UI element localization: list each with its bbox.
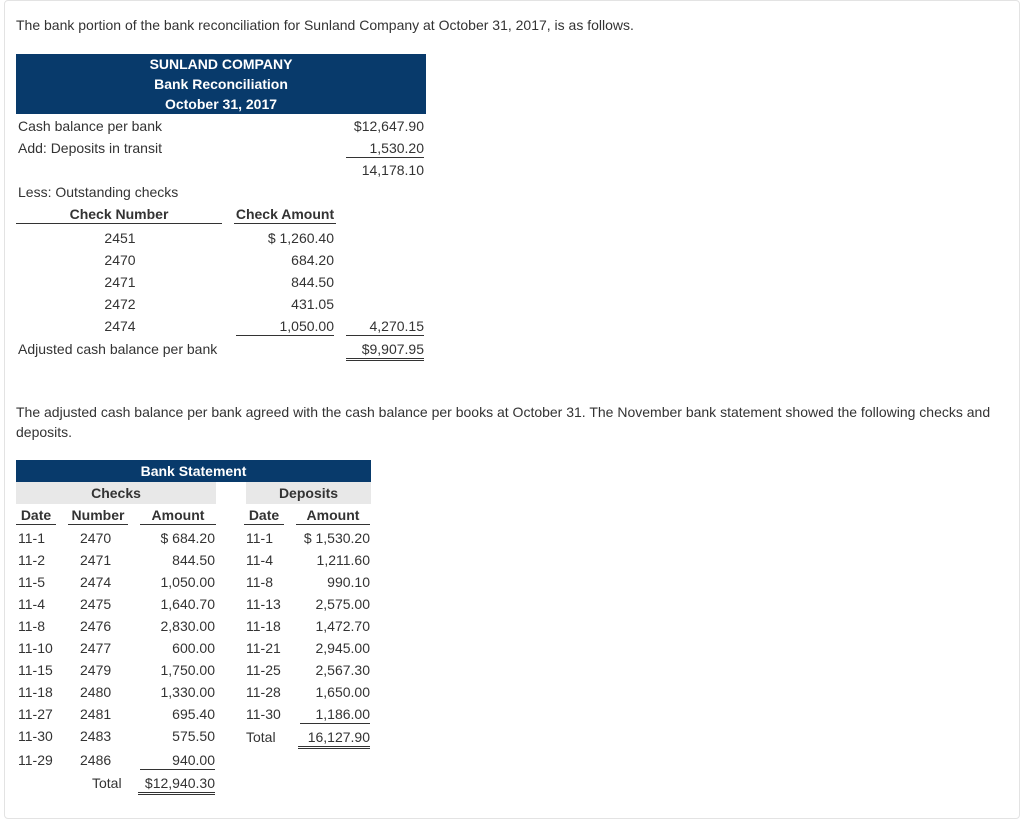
outstanding-check-number: 2471 [104, 274, 136, 290]
deposit-date: 11-1 [246, 530, 273, 546]
check-amount: 600.00 [172, 640, 215, 656]
outstanding-check-amount: $ 1,260.40 [267, 230, 334, 246]
check-date: 11-1 [18, 530, 45, 546]
check-number-header: Check Number [16, 205, 222, 224]
check-amount: 1,330.00 [160, 684, 215, 700]
checks-total-label: Total [92, 775, 122, 791]
deposit-amount: 2,945.00 [315, 640, 370, 656]
check-amount: 1,050.00 [160, 574, 215, 590]
intro-text: The bank portion of the bank reconciliation for Sunland Company at October 31, 2017, is as follows. [16, 17, 634, 33]
deposit-date: 11-30 [246, 706, 281, 722]
outstanding-check-amount: 1,050.00 [236, 317, 334, 336]
outstanding-check-number: 2472 [104, 296, 136, 312]
check-number: 2470 [80, 530, 112, 546]
outstanding-checks-label: Less: Outstanding checks [18, 184, 179, 200]
outstanding-checks-total: 4,270.15 [346, 317, 424, 336]
check-number: 2481 [80, 706, 112, 722]
outstanding-check-amount: 431.05 [291, 296, 334, 312]
check-date: 11-5 [18, 574, 45, 590]
deposit-date: 11-4 [246, 552, 273, 568]
deposit-amount: 1,650.00 [315, 684, 370, 700]
cash-balance-label: Cash balance per bank [18, 118, 162, 134]
deposits-total-label: Total [246, 729, 276, 745]
check-amount-header: Check Amount [235, 206, 335, 222]
check-amount: 1,750.00 [160, 662, 215, 678]
outstanding-check-amount: 844.50 [291, 274, 334, 290]
check-date: 11-4 [18, 596, 45, 612]
statement-date: October 31, 2017 [164, 96, 278, 112]
explanation-paragraph: The adjusted cash balance per bank agreed with the cash balance per books at October 31. The November bank statement showed the following checks and deposits. [16, 404, 991, 440]
deposit-amount: 1,211.60 [316, 552, 370, 568]
check-number: 2471 [80, 552, 112, 568]
check-number: 2476 [80, 618, 112, 634]
deposit-amount: $ 1,530.20 [303, 530, 370, 546]
check-number: 2477 [80, 640, 112, 656]
deposit-amount: 2,567.30 [315, 662, 370, 678]
bank-statement-header: Bank Statement [16, 460, 371, 482]
deposit-date: 11-28 [246, 684, 281, 700]
cash-balance-value: $12,647.90 [353, 118, 424, 134]
adjusted-balance-label: Adjusted cash balance per bank [18, 341, 218, 357]
check-number: 2479 [80, 662, 112, 678]
check-date: 11-18 [18, 684, 53, 700]
checks-section-header: Checks [16, 482, 216, 504]
deposit-amount: 2,575.00 [315, 596, 370, 612]
check-date: 11-29 [18, 752, 53, 768]
check-date: 11-27 [18, 706, 53, 722]
check-number: 2480 [80, 684, 112, 700]
checks-amount-header: Amount [140, 506, 216, 525]
checks-total-value: $12,940.30 [138, 774, 215, 795]
deposit-date: 11-21 [246, 640, 281, 656]
statement-title: Bank Reconciliation [154, 76, 288, 92]
deposit-date: 11-18 [246, 618, 281, 634]
check-date: 11-15 [18, 662, 53, 678]
outstanding-check-number: 2474 [104, 318, 136, 334]
outstanding-check-amount: 684.20 [291, 252, 334, 268]
deposits-in-transit-label: Add: Deposits in transit [18, 140, 162, 156]
check-date: 11-30 [18, 728, 53, 744]
deposits-total-value: 16,127.90 [298, 728, 370, 749]
check-amount: 2,830.00 [160, 618, 215, 634]
check-date: 11-2 [18, 552, 45, 568]
check-amount: 844.50 [172, 552, 215, 568]
deposit-date: 11-8 [246, 574, 273, 590]
checks-number-header: Number [68, 506, 128, 525]
check-amount: 940.00 [140, 751, 215, 770]
check-amount: 1,640.70 [160, 596, 215, 612]
check-date: 11-8 [18, 618, 45, 634]
outstanding-check-number: 2470 [104, 252, 136, 268]
deposits-section-header: Deposits [246, 482, 371, 504]
deposits-in-transit-value: 1,530.20 [346, 139, 424, 158]
check-number: 2486 [80, 752, 112, 768]
check-amount: $ 684.20 [160, 530, 215, 546]
check-number: 2483 [80, 728, 112, 744]
deposit-amount: 1,472.70 [315, 618, 370, 634]
subtotal-value: 14,178.10 [361, 162, 424, 178]
company-name: SUNLAND COMPANY [149, 56, 293, 72]
deposit-date: 11-13 [246, 596, 281, 612]
outstanding-check-number: 2451 [104, 230, 136, 246]
check-amount: 575.50 [172, 728, 215, 744]
reconciliation-header [16, 54, 426, 114]
deposits-date-header: Date [244, 506, 284, 525]
deposits-amount-header: Amount [296, 506, 370, 525]
check-number: 2475 [80, 596, 112, 612]
adjusted-balance-value: $9,907.95 [346, 340, 424, 361]
checks-date-header: Date [16, 506, 56, 525]
deposit-amount: 1,186.00 [300, 705, 370, 724]
check-number: 2474 [80, 574, 112, 590]
check-amount: 695.40 [172, 706, 215, 722]
deposit-date: 11-25 [246, 662, 281, 678]
deposit-amount: 990.10 [327, 574, 370, 590]
check-date: 11-10 [18, 640, 53, 656]
